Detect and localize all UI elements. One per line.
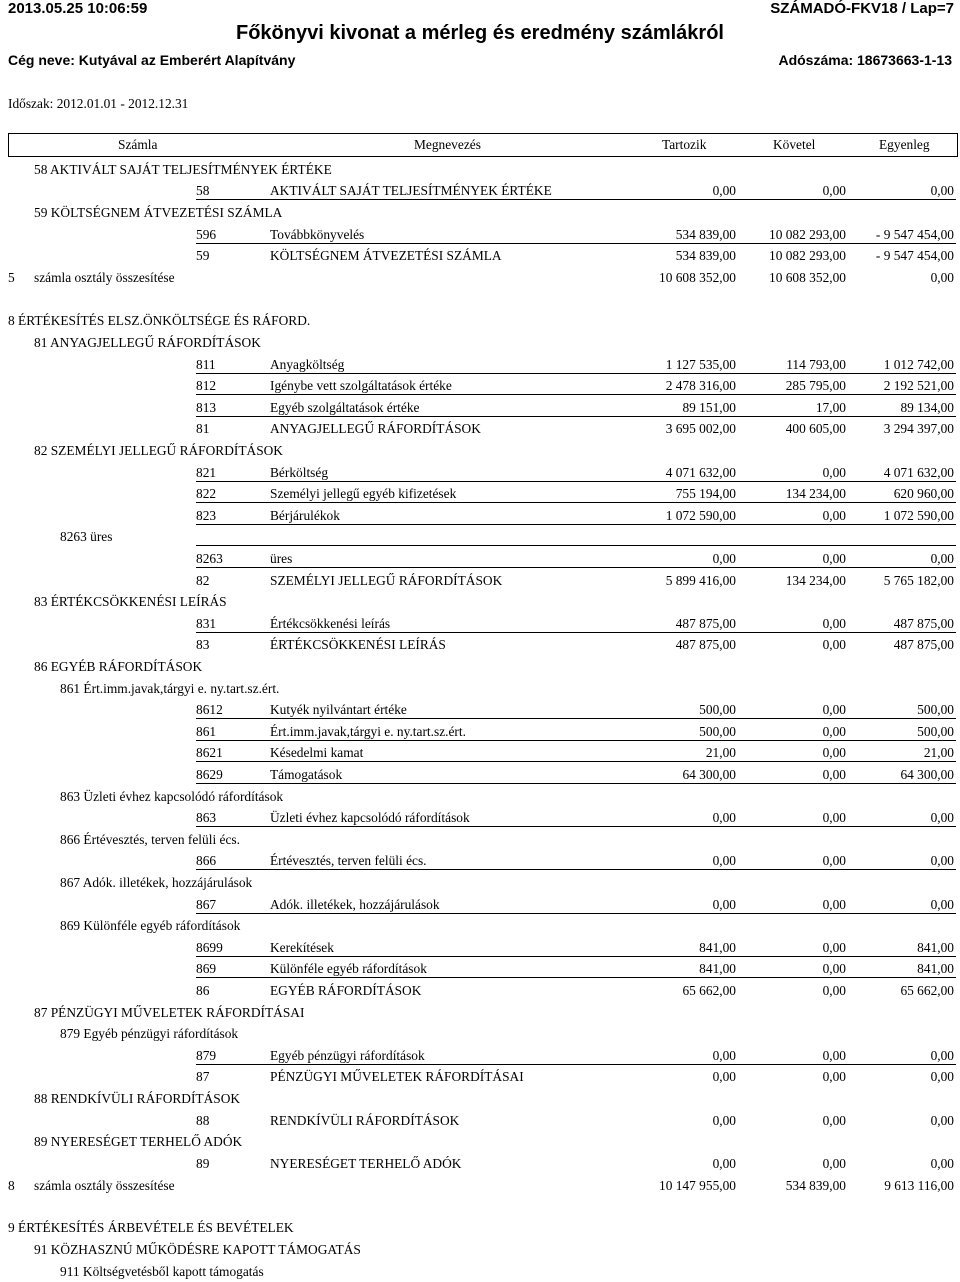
- amount-egyenleg: 620 960,00: [893, 486, 954, 501]
- amount-kovetel: 17,00: [815, 400, 846, 415]
- amount-tartozik: 1 127 535,00: [665, 357, 736, 372]
- group-heading: 86 EGYÉB RÁFORDÍTÁSOK: [34, 659, 203, 674]
- amount-tartozik: 2 478 316,00: [665, 378, 736, 393]
- company-name: Cég neve: Kutyával az Emberért Alapítvány: [8, 52, 296, 68]
- account-name: RENDKÍVÜLI RÁFORDÍTÁSOK: [270, 1113, 460, 1128]
- account-name: Értévesztés, terven felüli écs.: [270, 853, 427, 868]
- account-code: 82: [196, 573, 210, 588]
- amount-egyenleg: 500,00: [917, 702, 954, 717]
- account-code: 8621: [196, 745, 223, 760]
- row-underline: [196, 416, 956, 417]
- account-code: 811: [196, 357, 216, 372]
- amount-egyenleg: 841,00: [917, 961, 954, 976]
- account-name: Kerekítések: [270, 940, 334, 955]
- account-code: 821: [196, 465, 217, 480]
- account-name: KÖLTSÉGNEM ÁTVEZETÉSI SZÁMLA: [270, 248, 502, 263]
- amount-tartozik: 0,00: [712, 853, 736, 868]
- amount-kovetel: 0,00: [822, 1156, 846, 1171]
- amount-kovetel: 0,00: [822, 897, 846, 912]
- total-kovetel: 10 608 352,00: [769, 270, 846, 285]
- group-heading: 879 Egyéb pénzügyi ráfordítások: [60, 1026, 239, 1041]
- amount-tartozik: 1 072 590,00: [665, 508, 736, 523]
- account-code: 869: [196, 961, 217, 976]
- amount-tartozik: 5 899 416,00: [665, 573, 736, 588]
- amount-tartozik: 841,00: [699, 940, 736, 955]
- row-underline: [196, 632, 956, 633]
- total-tartozik: 10 608 352,00: [659, 270, 736, 285]
- account-name: Értékcsökkenési leírás: [270, 616, 391, 631]
- amount-kovetel: 0,00: [822, 508, 846, 523]
- account-code: 866: [196, 853, 217, 868]
- account-code: 8263: [196, 551, 223, 566]
- group-heading: 89 NYERESÉGET TERHELŐ ADÓK: [34, 1134, 243, 1149]
- account-code: 8629: [196, 767, 223, 782]
- amount-tartozik: 534 839,00: [675, 227, 736, 242]
- amount-egyenleg: 0,00: [930, 551, 954, 566]
- amount-tartozik: 534 839,00: [675, 248, 736, 263]
- account-name: Bérjárulékok: [270, 508, 340, 523]
- account-name: Késedelmi kamat: [270, 745, 364, 760]
- amount-tartozik: 65 662,00: [682, 983, 736, 998]
- amount-tartozik: 755 194,00: [675, 486, 736, 501]
- total-label: számla osztály összesítése: [34, 1178, 175, 1193]
- account-name: Adók. illetékek, hozzájárulások: [270, 897, 440, 912]
- account-code: 822: [196, 486, 217, 501]
- amount-tartozik: 487 875,00: [675, 616, 736, 631]
- row-underline: [196, 869, 956, 870]
- row-underline: [196, 1064, 956, 1065]
- period: Időszak: 2012.01.01 - 2012.12.31: [8, 96, 189, 111]
- account-name: ANYAGJELLEGŰ RÁFORDÍTÁSOK: [270, 421, 481, 436]
- group-heading: 869 Különféle egyéb ráfordítások: [60, 918, 241, 933]
- account-code: 879: [196, 1048, 217, 1063]
- amount-kovetel: 0,00: [822, 465, 846, 480]
- account-code: 88: [196, 1113, 210, 1128]
- account-code: 58: [196, 183, 210, 198]
- amount-tartozik: 487 875,00: [675, 637, 736, 652]
- account-name: AKTIVÁLT SAJÁT TELJESÍTMÉNYEK ÉRTÉKE: [270, 183, 552, 198]
- column-szamla: Számla: [118, 137, 158, 152]
- amount-egyenleg: 0,00: [930, 183, 954, 198]
- account-name: Egyéb szolgáltatások értéke: [270, 400, 420, 415]
- amount-kovetel: 0,00: [822, 767, 846, 782]
- amount-kovetel: 0,00: [822, 551, 846, 566]
- amount-egyenleg: 65 662,00: [900, 983, 954, 998]
- row-underline: [196, 524, 956, 525]
- amount-tartozik: 500,00: [699, 724, 736, 739]
- row-underline: [196, 394, 956, 395]
- amount-egyenleg: 0,00: [930, 1113, 954, 1128]
- amount-kovetel: 0,00: [822, 702, 846, 717]
- amount-tartozik: 0,00: [712, 810, 736, 825]
- account-name: Különféle egyéb ráfordítások: [270, 961, 427, 976]
- amount-tartozik: 3 695 002,00: [665, 421, 736, 436]
- tax-number: Adószáma: 18673663-1-13: [778, 52, 952, 68]
- amount-egyenleg: 21,00: [923, 745, 954, 760]
- amount-egyenleg: 64 300,00: [900, 767, 954, 782]
- amount-tartozik: 89 151,00: [682, 400, 736, 415]
- row-underline: [196, 826, 956, 827]
- amount-egyenleg: 0,00: [930, 853, 954, 868]
- column-egyenleg: Egyenleg: [879, 137, 930, 152]
- group-heading: 83 ÉRTÉKCSÖKKENÉSI LEÍRÁS: [34, 594, 227, 609]
- amount-kovetel: 134 234,00: [785, 486, 846, 501]
- amount-egyenleg: - 9 547 454,00: [875, 248, 954, 263]
- amount-egyenleg: 4 071 632,00: [883, 465, 954, 480]
- account-code: 596: [196, 227, 217, 242]
- column-kovetel: Követel: [773, 137, 816, 152]
- amount-kovetel: 0,00: [822, 1113, 846, 1128]
- page-title: Főkönyvi kivonat a mérleg és eredmény számlákról: [236, 22, 724, 44]
- amount-egyenleg: 0,00: [930, 810, 954, 825]
- amount-kovetel: 0,00: [822, 637, 846, 652]
- group-heading: 867 Adók. illetékek, hozzájárulások: [60, 875, 253, 890]
- account-name: üres: [270, 551, 293, 566]
- amount-kovetel: 0,00: [822, 810, 846, 825]
- amount-kovetel: 0,00: [822, 183, 846, 198]
- amount-kovetel: 0,00: [822, 853, 846, 868]
- row-underline: [196, 243, 956, 244]
- account-name: NYERESÉGET TERHELŐ ADÓK: [270, 1156, 462, 1171]
- amount-tartozik: 0,00: [712, 1048, 736, 1063]
- amount-egyenleg: 487 875,00: [893, 637, 954, 652]
- amount-tartozik: 0,00: [712, 183, 736, 198]
- account-name: EGYÉB RÁFORDÍTÁSOK: [270, 983, 422, 998]
- amount-egyenleg: 841,00: [917, 940, 954, 955]
- amount-tartozik: 64 300,00: [682, 767, 736, 782]
- row-underline: [196, 502, 956, 503]
- total-code: 5: [8, 270, 15, 285]
- account-code: 812: [196, 378, 217, 393]
- total-egyenleg: 0,00: [930, 270, 954, 285]
- account-name: Anyagköltség: [270, 357, 345, 372]
- group-heading: 82 SZEMÉLYI JELLEGŰ RÁFORDÍTÁSOK: [34, 443, 283, 458]
- row-underline: [196, 481, 956, 482]
- account-name: Támogatások: [270, 767, 343, 782]
- class-heading: 9 ÉRTÉKESÍTÉS ÁRBEVÉTELE ÉS BEVÉTELEK: [8, 1220, 294, 1235]
- amount-kovetel: 134 234,00: [785, 573, 846, 588]
- row-underline: [196, 545, 956, 546]
- total-kovetel: 534 839,00: [785, 1178, 846, 1193]
- account-code: 823: [196, 508, 217, 523]
- amount-egyenleg: 5 765 182,00: [883, 573, 954, 588]
- account-code: 87: [196, 1069, 210, 1084]
- account-name: PÉNZÜGYI MŰVELETEK RÁFORDÍTÁSAI: [270, 1069, 524, 1084]
- account-code: 863: [196, 810, 217, 825]
- amount-kovetel: 0,00: [822, 940, 846, 955]
- row-underline: [196, 373, 956, 374]
- amount-tartozik: 0,00: [712, 1113, 736, 1128]
- group-heading: 8263 üres: [60, 529, 113, 544]
- amount-tartozik: 0,00: [712, 897, 736, 912]
- row-underline: [196, 956, 956, 957]
- amount-kovetel: 10 082 293,00: [769, 248, 846, 263]
- amount-kovetel: 0,00: [822, 745, 846, 760]
- account-code: 8612: [196, 702, 223, 717]
- column-megnevezes: Megnevezés: [414, 137, 481, 152]
- amount-tartozik: 0,00: [712, 1069, 736, 1084]
- report-code: SZÁMADÓ-FKV18 / Lap=7: [770, 0, 954, 17]
- row-underline: [196, 567, 956, 568]
- amount-kovetel: 285 795,00: [785, 378, 846, 393]
- amount-egyenleg: 0,00: [930, 1156, 954, 1171]
- amount-egyenleg: 500,00: [917, 724, 954, 739]
- account-name: Kutyék nyilvántart értéke: [270, 702, 407, 717]
- account-code: 81: [196, 421, 210, 436]
- column-tartozik: Tartozik: [662, 137, 707, 152]
- amount-kovetel: 0,00: [822, 1069, 846, 1084]
- account-name: Továbbkönyvelés: [270, 227, 365, 242]
- amount-egyenleg: 1 072 590,00: [883, 508, 954, 523]
- amount-kovetel: 0,00: [822, 1048, 846, 1063]
- account-code: 59: [196, 248, 210, 263]
- account-name: Ért.imm.javak,tárgyi e. ny.tart.sz.ért.: [270, 724, 466, 739]
- amount-tartozik: 21,00: [705, 745, 736, 760]
- class-heading: 8 ÉRTÉKESÍTÉS ELSZ.ÖNKÖLTSÉGE ÉS RÁFORD.: [8, 313, 311, 328]
- amount-egyenleg: 487 875,00: [893, 616, 954, 631]
- account-name: SZEMÉLYI JELLEGŰ RÁFORDÍTÁSOK: [270, 573, 503, 588]
- account-code: 86: [196, 983, 210, 998]
- row-underline: [196, 783, 956, 784]
- group-heading: 81 ANYAGJELLEGŰ RÁFORDÍTÁSOK: [34, 335, 261, 350]
- account-code: 831: [196, 616, 217, 631]
- amount-egyenleg: 0,00: [930, 1069, 954, 1084]
- amount-kovetel: 10 082 293,00: [769, 227, 846, 242]
- account-code: 83: [196, 637, 210, 652]
- account-name: Üzleti évhez kapcsolódó ráfordítások: [270, 810, 470, 825]
- account-name: Bérköltség: [270, 465, 329, 480]
- amount-tartozik: 841,00: [699, 961, 736, 976]
- report-datetime: 2013.05.25 10:06:59: [8, 0, 148, 17]
- account-code: 89: [196, 1156, 210, 1171]
- amount-tartozik: 0,00: [712, 551, 736, 566]
- amount-egyenleg: 1 012 742,00: [883, 357, 954, 372]
- total-egyenleg: 9 613 116,00: [884, 1178, 954, 1193]
- account-code: 867: [196, 897, 217, 912]
- row-underline: [196, 977, 956, 978]
- group-heading: 866 Értévesztés, terven felüli écs.: [60, 832, 240, 847]
- row-underline: [196, 199, 956, 200]
- row-underline: [196, 913, 956, 914]
- amount-egyenleg: - 9 547 454,00: [875, 227, 954, 242]
- amount-egyenleg: 0,00: [930, 897, 954, 912]
- account-name: Személyi jellegű egyéb kifizetések: [270, 486, 457, 501]
- amount-tartozik: 0,00: [712, 1156, 736, 1171]
- amount-kovetel: 0,00: [822, 983, 846, 998]
- group-heading: 59 KÖLTSÉGNEM ÁTVEZETÉSI SZÁMLA: [34, 205, 283, 220]
- group-heading: 91 KÖZHASZNÚ MŰKÖDÉSRE KAPOTT TÁMOGATÁS: [34, 1242, 361, 1257]
- amount-kovetel: 114 793,00: [786, 357, 846, 372]
- account-code: 861: [196, 724, 217, 739]
- amount-egyenleg: 3 294 397,00: [883, 421, 954, 436]
- account-code: 813: [196, 400, 217, 415]
- group-heading: 911 Költségvetésből kapott támogatás: [60, 1264, 264, 1279]
- amount-egyenleg: 89 134,00: [900, 400, 954, 415]
- account-name: Egyéb pénzügyi ráfordítások: [270, 1048, 425, 1063]
- amount-kovetel: 0,00: [822, 724, 846, 739]
- amount-kovetel: 400 605,00: [785, 421, 846, 436]
- total-code: 8: [8, 1178, 15, 1193]
- amount-kovetel: 0,00: [822, 616, 846, 631]
- row-underline: [196, 718, 956, 719]
- row-underline: [196, 761, 956, 762]
- total-tartozik: 10 147 955,00: [659, 1178, 736, 1193]
- group-heading: 861 Ért.imm.javak,tárgyi e. ny.tart.sz.ért.: [60, 681, 280, 696]
- account-name: ÉRTÉKCSÖKKENÉSI LEÍRÁS: [270, 637, 446, 652]
- account-code: 8699: [196, 940, 223, 955]
- amount-kovetel: 0,00: [822, 961, 846, 976]
- amount-tartozik: 500,00: [699, 702, 736, 717]
- total-label: számla osztály összesítése: [34, 270, 175, 285]
- group-heading: 87 PÉNZÜGYI MŰVELETEK RÁFORDÍTÁSAI: [34, 1005, 305, 1020]
- amount-egyenleg: 0,00: [930, 1048, 954, 1063]
- row-underline: [196, 740, 956, 741]
- amount-tartozik: 4 071 632,00: [665, 465, 736, 480]
- amount-egyenleg: 2 192 521,00: [883, 378, 954, 393]
- group-heading: 863 Üzleti évhez kapcsolódó ráfordítások: [60, 789, 284, 804]
- group-heading: 58 AKTIVÁLT SAJÁT TELJESÍTMÉNYEK ÉRTÉKE: [34, 162, 332, 177]
- account-name: Igénybe vett szolgáltatások értéke: [270, 378, 452, 393]
- group-heading: 88 RENDKÍVÜLI RÁFORDÍTÁSOK: [34, 1091, 241, 1106]
